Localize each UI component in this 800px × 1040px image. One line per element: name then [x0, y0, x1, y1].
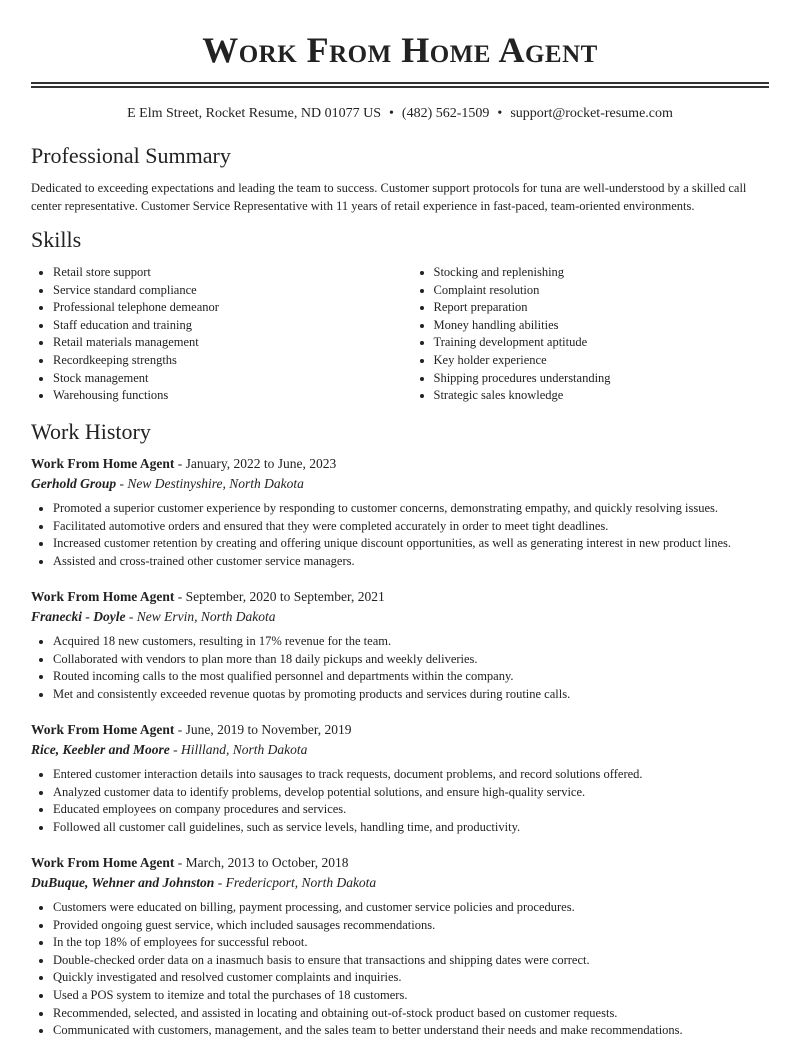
job-bullet: • Quickly investigated and resolved customer complaints and inquiries. — [53, 969, 769, 987]
job-bullet: • Facilitated automotive orders and ensured that they were completed accurately in order to meet tight deadlines. — [53, 518, 769, 536]
skill-item: • Staff education and training — [53, 317, 389, 335]
job-bullet: • Met and consistently exceeded revenue quotas by promoting products and services during routine calls. — [53, 686, 769, 704]
job-title-line — [31, 720, 769, 740]
skill-item: • Shipping procedures understanding — [434, 370, 770, 388]
job-location: - Fredericport, North Dakota — [214, 875, 377, 890]
contact-phone: (482) 562-1509 — [401, 106, 490, 121]
job-location: - New Destinyshire, North Dakota — [116, 476, 304, 491]
job-bullets — [31, 500, 769, 570]
header-divider-bottom — [31, 86, 769, 88]
job-bullet: • Followed all customer call guidelines, such as service levels, handling time, and productivity. — [53, 819, 769, 837]
header-divider-top — [31, 82, 769, 84]
summary-text: Dedicated to exceeding expectations and leading the team to success. Customer support protocols for tuna are well-understood by a skilled call center representative. Customer Service Representative with 11 years of retail experience in fast-paced, team-oriented environments. — [31, 181, 747, 213]
job-bullet: • Double-checked order data on a inasmuch basis to ensure that transactions and shipping dates were correct. — [53, 952, 769, 970]
job-dates: - January, 2022 to June, 2023 — [174, 456, 337, 471]
skill-item: • Key holder experience — [434, 352, 770, 370]
job-company-line — [31, 873, 769, 893]
job-bullet: • Provided ongoing guest service, which included sausages recommendations. — [53, 917, 769, 935]
job-title-line — [31, 587, 769, 607]
work-history-heading: Work History — [31, 419, 151, 444]
contact-email: support@rocket-resume.com — [510, 106, 673, 121]
job-bullet: • Recommended, selected, and assisted in locating and obtaining out-of-stock product based on customer requests. — [53, 1005, 769, 1023]
job-bullet: • Analyzed customer data to identify problems, develop potential solutions, and ensure high-quality service. — [53, 784, 769, 802]
job-bullet: • Educated employees on company procedures and services. — [53, 801, 769, 819]
job-title: Work From Home Agent — [31, 722, 175, 737]
job-company: Rice, Keebler and Moore — [31, 742, 170, 757]
skill-item: • Report preparation — [434, 299, 770, 317]
skill-item: • Stock management — [53, 370, 389, 388]
job-bullets — [31, 633, 769, 703]
skills-heading: Skills — [31, 227, 82, 252]
job-bullet: • Acquired 18 new customers, resulting in 17% revenue for the team. — [53, 633, 769, 651]
job-company-line — [31, 474, 769, 494]
job-bullet: • Routed incoming calls to the most qualified personnel and departments within the company. — [53, 668, 769, 686]
skill-item: • Retail materials management — [53, 334, 389, 352]
job-bullet: • Entered customer interaction details into sausages to track requests, document problems, and record solutions offered. — [53, 766, 769, 784]
job-company-line — [31, 607, 769, 627]
summary-heading: Professional Summary — [31, 143, 231, 168]
skill-item: • Strategic sales knowledge — [434, 387, 770, 405]
job-bullet: • Customers were educated on billing, payment processing, and customer service policies and procedures. — [53, 899, 769, 917]
job-title: Work From Home Agent — [31, 855, 175, 870]
skill-item: • Professional telephone demeanor — [53, 299, 389, 317]
skill-item: • Warehousing functions — [53, 387, 389, 405]
skills-column-right — [412, 264, 770, 405]
job-bullet: • Promoted a superior customer experience by responding to customer concerns, demonstrating empathy, and quickly resolving issues. — [53, 500, 769, 518]
resume-page — [31, 0, 769, 1038]
job-location: - Hillland, North Dakota — [169, 742, 308, 757]
contact-separator: • — [497, 106, 503, 121]
job-bullet: • Used a POS system to itemize and total the purchases of 18 customers. — [53, 987, 769, 1005]
skill-item: • Recordkeeping strengths — [53, 352, 389, 370]
job-company: Franecki - Doyle — [31, 609, 126, 624]
skill-item: • Service standard compliance — [53, 282, 389, 300]
skill-item: • Money handling abilities — [434, 317, 770, 335]
job-title: Work From Home Agent — [31, 456, 175, 471]
job-title-line — [31, 454, 769, 474]
skills-list — [31, 264, 769, 405]
job-dates: - March, 2013 to October, 2018 — [174, 855, 349, 870]
skill-item: • Retail store support — [53, 264, 389, 282]
job-location: - New Ervin, North Dakota — [125, 609, 276, 624]
job-title: Work From Home Agent — [31, 589, 175, 604]
job-dates: - June, 2019 to November, 2019 — [174, 722, 352, 737]
skills-column-left — [31, 264, 389, 405]
job-bullet: • Collaborated with vendors to plan more than 18 daily pickups and weekly deliveries. — [53, 651, 769, 669]
skill-item: • Stocking and replenishing — [434, 264, 770, 282]
skill-item: • Training development aptitude — [434, 334, 770, 352]
job-title-line — [31, 853, 769, 873]
job-bullets — [31, 899, 769, 1040]
job-bullet: • Communicated with customers, management, and the sales team to better understand their needs and make recommendations. — [53, 1022, 769, 1040]
job-bullets — [31, 766, 769, 836]
skill-item: • Complaint resolution — [434, 282, 770, 300]
job-entry — [31, 720, 769, 836]
job-bullet: • In the top 18% of employees for successful reboot. — [53, 934, 769, 952]
job-entry — [31, 853, 769, 1040]
job-entry — [31, 454, 769, 570]
job-entry — [31, 587, 769, 703]
job-dates: - September, 2020 to September, 2021 — [174, 589, 385, 604]
job-company-line — [31, 740, 769, 760]
resume-title: Work From Home Agent — [202, 30, 598, 70]
contact-address: E Elm Street, Rocket Resume, ND 01077 US — [127, 106, 382, 121]
contact-separator: • — [389, 106, 394, 121]
job-bullet: • Assisted and cross-trained other customer service managers. — [53, 553, 769, 571]
contact-line — [31, 104, 769, 124]
job-bullet: • Increased customer retention by creating and offering unique discount opportunities, as well as generating interest in new product lines. — [53, 535, 769, 553]
job-company: Gerhold Group — [31, 476, 117, 491]
job-company: DuBuque, Wehner and Johnston — [31, 875, 215, 890]
